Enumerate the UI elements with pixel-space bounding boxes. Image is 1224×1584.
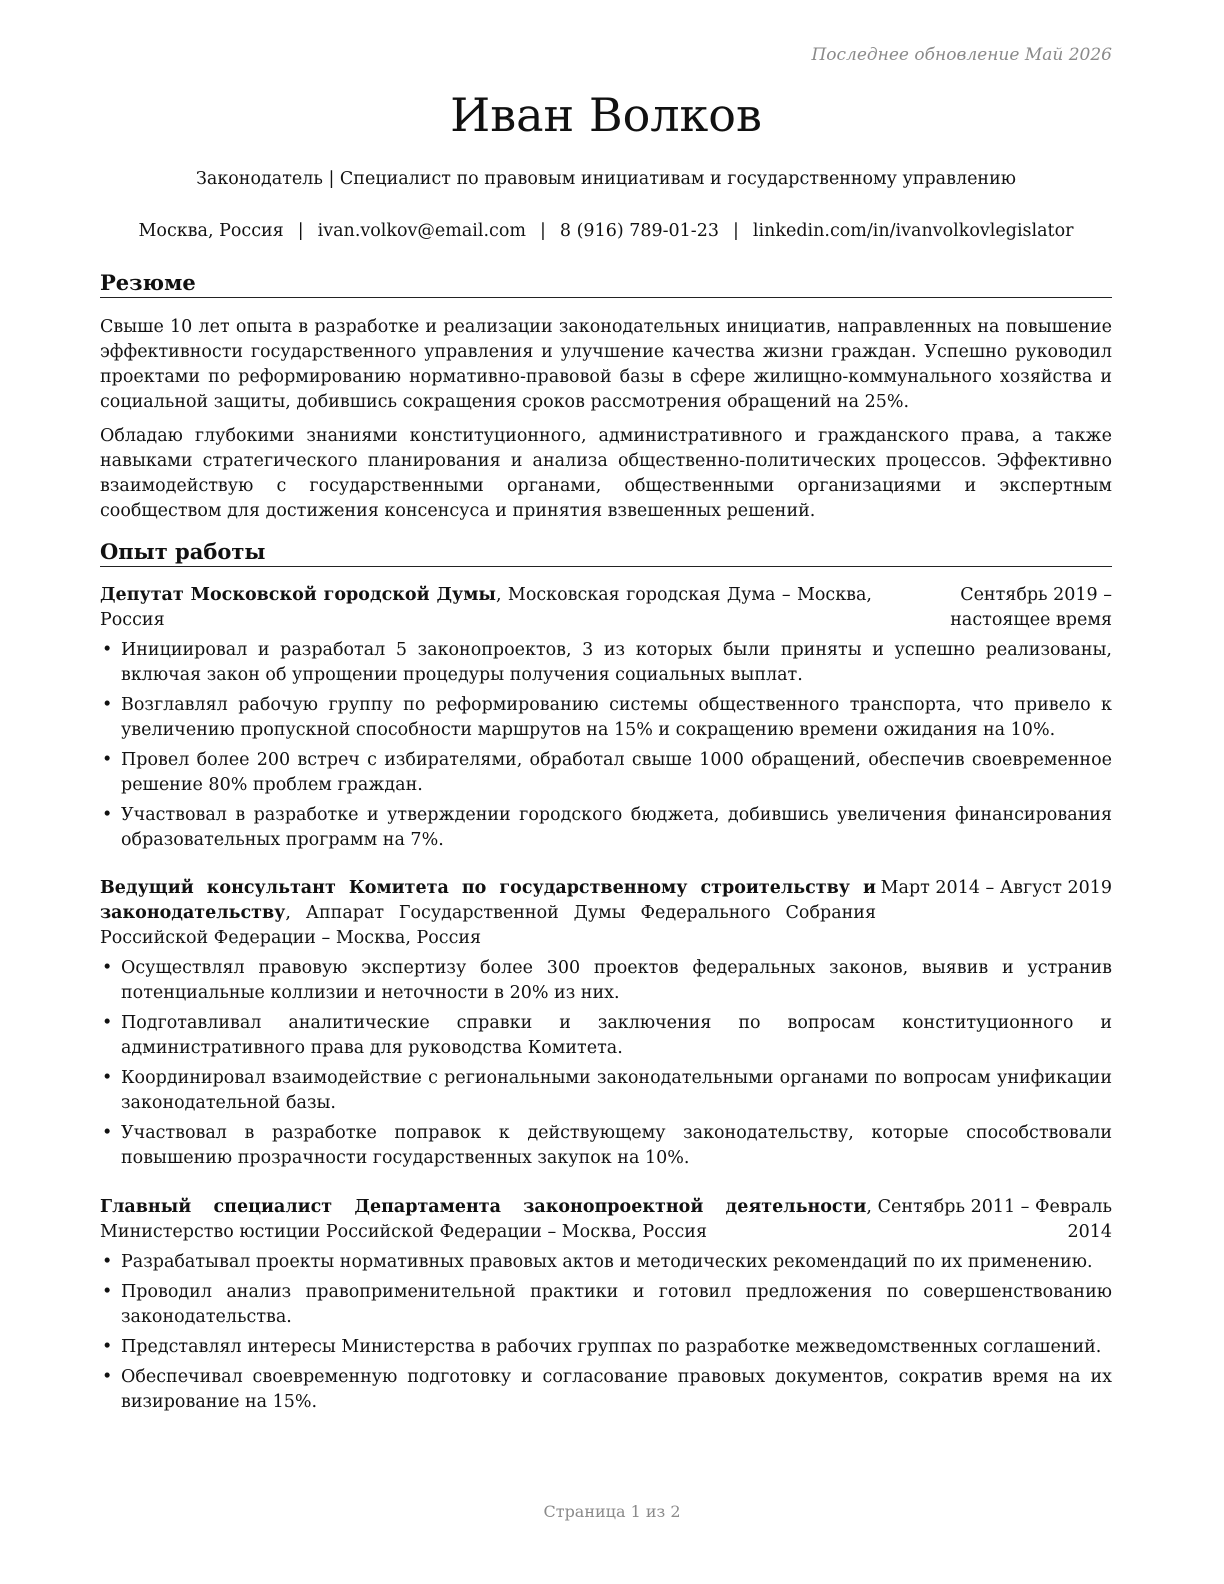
job-title-line xyxy=(100,1195,872,1245)
contact-city: Москва, Россия xyxy=(138,221,284,241)
job-achievements xyxy=(100,638,1112,853)
job-entry xyxy=(100,1195,1112,1420)
achievement-item: • Участвовал в разработке поправок к действующему законодательству, которые способствовали повышению прозрачности государственных закупок на 10%. xyxy=(102,1123,1112,1168)
job-header xyxy=(100,876,1112,951)
job-header xyxy=(100,583,1112,633)
contact-separator: | xyxy=(540,221,546,241)
job-organization: , Аппарат Государственной Думы Федерального Собрания Российской Федерации – Москва, Россия xyxy=(100,903,876,948)
achievement-item: • Представлял интересы Министерства в рабочих группах по разработке межведомственных соглашений. xyxy=(102,1337,1102,1357)
achievement-item: • Координировал взаимодействие с региональными законодательными органами по вопросам унификации законодательной базы. xyxy=(102,1068,1112,1113)
job-header xyxy=(100,1195,1112,1245)
job-title-line xyxy=(100,583,872,633)
achievement-item: • Инициировал и разработал 5 законопроектов, 3 из которых были приняты и успешно реализованы, включая закон об упрощении процедуры получения социальных выплат. xyxy=(102,640,1112,685)
job-position: Главный специалист Департамента законопроектной деятельности xyxy=(100,1197,867,1217)
job-position: Ведущий консультант Комитета по государственному строительству и законодательству xyxy=(100,878,876,923)
job-achievements xyxy=(100,1250,1112,1415)
achievement-item: • Возглавлял рабочую группу по реформированию системы общественного транспорта, что привело к увеличению пропускной способности маршрутов на 15% и сокращению времени ожидания на 10%. xyxy=(102,695,1112,740)
contact-line xyxy=(100,221,1112,241)
achievement-item: • Подготавливал аналитические справки и заключения по вопросам конституционного и административного права для руководства Комитета. xyxy=(102,1013,1112,1058)
job-achievements xyxy=(100,956,1112,1171)
job-entry xyxy=(100,876,1112,1176)
achievement-item: • Разрабатывал проекты нормативных правовых актов и методических рекомендаций по их применению. xyxy=(102,1252,1093,1272)
job-organization: , Министерство юстиции Российской Федерации – Москва, Россия xyxy=(100,1197,872,1242)
contact-linkedin[interactable]: linkedin.com/in/ivanvolkovlegislator xyxy=(752,221,1074,241)
achievement-item: • Осуществлял правовую экспертизу более 300 проектов федеральных законов, выявив и устранив потенциальные коллизии и неточности в 20% из них. xyxy=(102,958,1112,1003)
page-number: Страница 1 из 2 xyxy=(543,1502,681,1521)
contact-phone: 8 (916) 789-01-23 xyxy=(559,221,719,241)
last-updated: Последнее обновление Май 2026 xyxy=(811,45,1112,65)
achievement-item: • Обеспечивал своевременную подготовку и согласование правовых документов, сократив время на их визирование на 15%. xyxy=(102,1367,1112,1412)
contact-separator: | xyxy=(733,221,739,241)
tagline: Законодатель | Специалист по правовым инициативам и государственному управлению xyxy=(195,169,1016,189)
job-organization: , Московская городская Дума – Москва, Россия xyxy=(100,585,872,630)
job-entry xyxy=(100,583,1112,858)
job-title-line xyxy=(100,876,876,951)
contact-separator: | xyxy=(297,221,304,241)
job-dates: Сентябрь 2011 – Февраль 2014 xyxy=(877,1197,1112,1242)
candidate-name: Иван Волков xyxy=(450,88,762,142)
job-dates: Сентябрь 2019 – настоящее время xyxy=(950,585,1112,630)
section-title-summary: Резюме xyxy=(100,270,1112,298)
job-position: Депутат Московской городской Думы xyxy=(100,585,496,605)
contact-email[interactable]: ivan.volkov@email.com xyxy=(317,221,526,241)
summary-paragraph: Свыше 10 лет опыта в разработке и реализации законодательных инициатив, направленных на повышение эффективности государственного управления и улучшение качества жизни граждан. Успешно руководил проектами по реформированию нормативно-правовой базы в сфере жилищно-коммунального хозяйства и социальной защиты, добившись сокращения сроков рассмотрения обращений на 25%. xyxy=(100,317,1112,412)
achievement-item: • Провел более 200 встреч с избирателями, обработал свыше 1000 обращений, обеспечив своевременное решение 80% проблем граждан. xyxy=(102,750,1112,795)
job-dates: Март 2014 – Август 2019 xyxy=(880,878,1112,898)
achievement-item: • Участвовал в разработке и утверждении городского бюджета, добившись увеличения финансирования образовательных программ на 7%. xyxy=(102,805,1112,850)
section-title-experience: Опыт работы xyxy=(100,539,1112,567)
summary-paragraph: Обладаю глубокими знаниями конституционного, административного и гражданского права, а также навыками стратегического планирования и анализа общественно-политических процессов. Эффективно взаимодействую с государственными органами, общественными организациями и экспертным сообществом для достижения консенсуса и принятия взвешенных решений. xyxy=(100,426,1112,521)
achievement-item: • Проводил анализ правоприменительной практики и готовил предложения по совершенствованию законодательства. xyxy=(102,1282,1112,1327)
